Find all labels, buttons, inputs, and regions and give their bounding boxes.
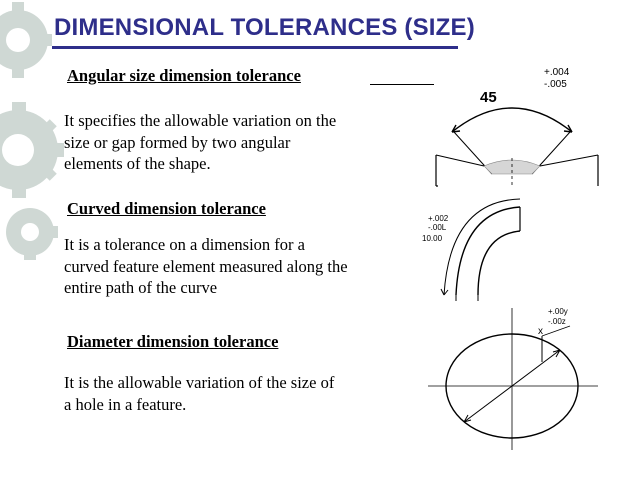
curved-tol-plus: +.002: [428, 214, 449, 223]
diameter-tolerance-figure: [420, 300, 634, 460]
title-underline: [52, 46, 458, 49]
heading-extension-line: [370, 84, 434, 85]
diameter-mark: x: [538, 326, 543, 337]
section-heading-diameter: Diameter dimension tolerance: [67, 332, 279, 351]
curved-tolerance-figure: [420, 195, 525, 303]
curved-value: 10.00: [422, 234, 443, 243]
section-body-angular: It specifies the allowable variation on the size or gap formed by two angular elements of the shape.: [64, 111, 337, 173]
diameter-tol-plus: +.00y: [548, 307, 568, 316]
section-heading-curved: Curved dimension tolerance: [67, 199, 266, 218]
diameter-tol-minus: -.00z: [548, 317, 566, 326]
angular-tol-plus: +.004: [544, 67, 570, 78]
angular-value: 45: [480, 89, 497, 106]
angular-tol-minus: -.005: [544, 79, 567, 90]
angular-tolerance-figure: [432, 62, 632, 190]
section-heading-angular: Angular size dimension tolerance: [67, 66, 301, 85]
section-body-curved: It is a tolerance on a dimension for a curved feature element measured along the entire path of the curve: [64, 235, 348, 297]
page-title: DIMENSIONAL TOLERANCES (SIZE): [54, 14, 475, 41]
curved-tol-minus: -.00L: [428, 223, 447, 232]
section-body-diameter: It is the allowable variation of the size of a hole in a feature.: [64, 373, 335, 414]
